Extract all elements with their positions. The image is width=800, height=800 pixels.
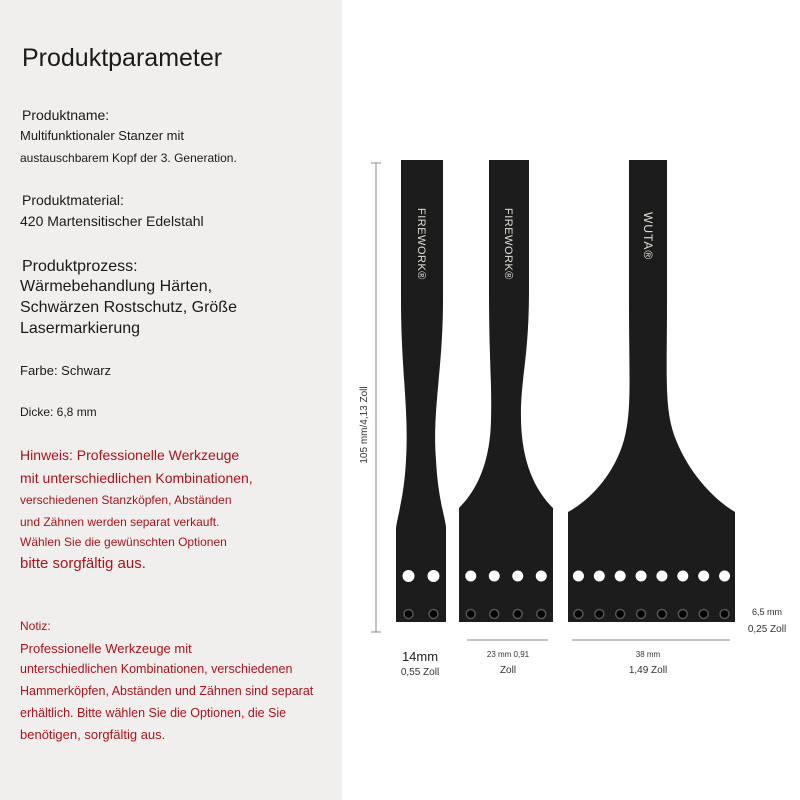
width2-mm: 23 mm 0,91	[486, 650, 530, 659]
tooth-in: 0,25 Zoll	[747, 624, 787, 635]
width3-mm: 38 mm	[635, 650, 661, 659]
process-label: Produktprozess:	[22, 258, 138, 275]
punch-tooth	[537, 610, 546, 619]
punch-hole	[428, 570, 440, 582]
width1-in: 0,55 Zoll	[400, 667, 440, 678]
punch-hole	[512, 571, 523, 582]
material-value: 420 Martensitischer Edelstahl	[20, 213, 204, 229]
width3-in: 1,49 Zoll	[628, 665, 668, 676]
process-line1: Wärmebehandlung Härten,	[20, 278, 213, 295]
punch-hole	[403, 570, 415, 582]
punch-tooth	[657, 610, 666, 619]
width2-in: Zoll	[499, 665, 517, 676]
punch-tooth	[466, 610, 475, 619]
height-label: 105 mm/4,13 Zoll	[359, 386, 370, 464]
product-name-line2: austauschbarem Kopf der 3. Generation.	[20, 151, 237, 165]
punch-hole	[573, 571, 584, 582]
note-line5: benötigen, sorgfältig aus.	[20, 727, 166, 742]
hint-line1: Hinweis: Professionelle Werkzeuge	[20, 447, 240, 463]
punch-hole	[489, 571, 500, 582]
punch-hole	[615, 571, 626, 582]
hint-line6: bitte sorgfältig aus.	[20, 555, 146, 572]
process-line2: Schwärzen Rostschutz, Größe	[20, 299, 237, 316]
punch-hole	[636, 571, 647, 582]
punch-tooth	[513, 610, 522, 619]
process-line3: Lasermarkierung	[20, 320, 141, 337]
punch-hole	[719, 571, 730, 582]
punch-tooth	[429, 610, 438, 619]
width1-mm: 14mm	[401, 649, 439, 664]
hint-line5: Wählen Sie die gewünschten Optionen	[20, 535, 227, 549]
note-line2: unterschiedlichen Kombinationen, verschiedenen	[20, 662, 293, 676]
color-info: Farbe: Schwarz	[20, 363, 112, 378]
punch-tooth	[637, 610, 646, 619]
brand-mark-2: FIREWORK®	[502, 208, 514, 280]
punch-tooth	[404, 610, 413, 619]
brand-mark-1: FIREWORK®	[415, 208, 427, 280]
product-name-line1: Multifunktionaler Stanzer mit	[20, 128, 185, 143]
punch-tooth	[678, 610, 687, 619]
punch-tooth	[616, 610, 625, 619]
material-label: Produktmaterial:	[22, 192, 124, 208]
note-line3: Hammerköpfen, Abständen und Zähnen sind separat	[20, 684, 314, 698]
hint-line3: verschiedenen Stanzköpfen, Abständen	[20, 493, 232, 507]
punch-tooth	[720, 610, 729, 619]
note-line1: Professionelle Werkzeuge mit	[20, 641, 192, 656]
punch-tooth	[490, 610, 499, 619]
punch-tooth	[595, 610, 604, 619]
punch-hole	[594, 571, 605, 582]
hint-line4: und Zähnen werden separat verkauft.	[20, 515, 220, 529]
hint-line2: mit unterschiedlichen Kombinationen,	[20, 470, 253, 486]
note-label: Notiz:	[20, 619, 51, 633]
punch-hole	[465, 571, 476, 582]
thickness-info: Dicke: 6,8 mm	[20, 405, 97, 419]
punch-hole	[677, 571, 688, 582]
punch-tooth	[699, 610, 708, 619]
note-line4: erhältlich. Bitte wählen Sie die Optionen, die Sie	[20, 706, 287, 720]
tooth-mm: 6,5 mm	[751, 607, 783, 617]
punch-hole	[698, 571, 709, 582]
product-name-label: Produktname:	[22, 107, 110, 123]
page-title: Produktparameter	[22, 44, 223, 72]
brand-mark-3: WUTA®	[641, 212, 655, 261]
punch-hole	[656, 571, 667, 582]
punch-tooth	[574, 610, 583, 619]
punch-hole	[536, 571, 547, 582]
